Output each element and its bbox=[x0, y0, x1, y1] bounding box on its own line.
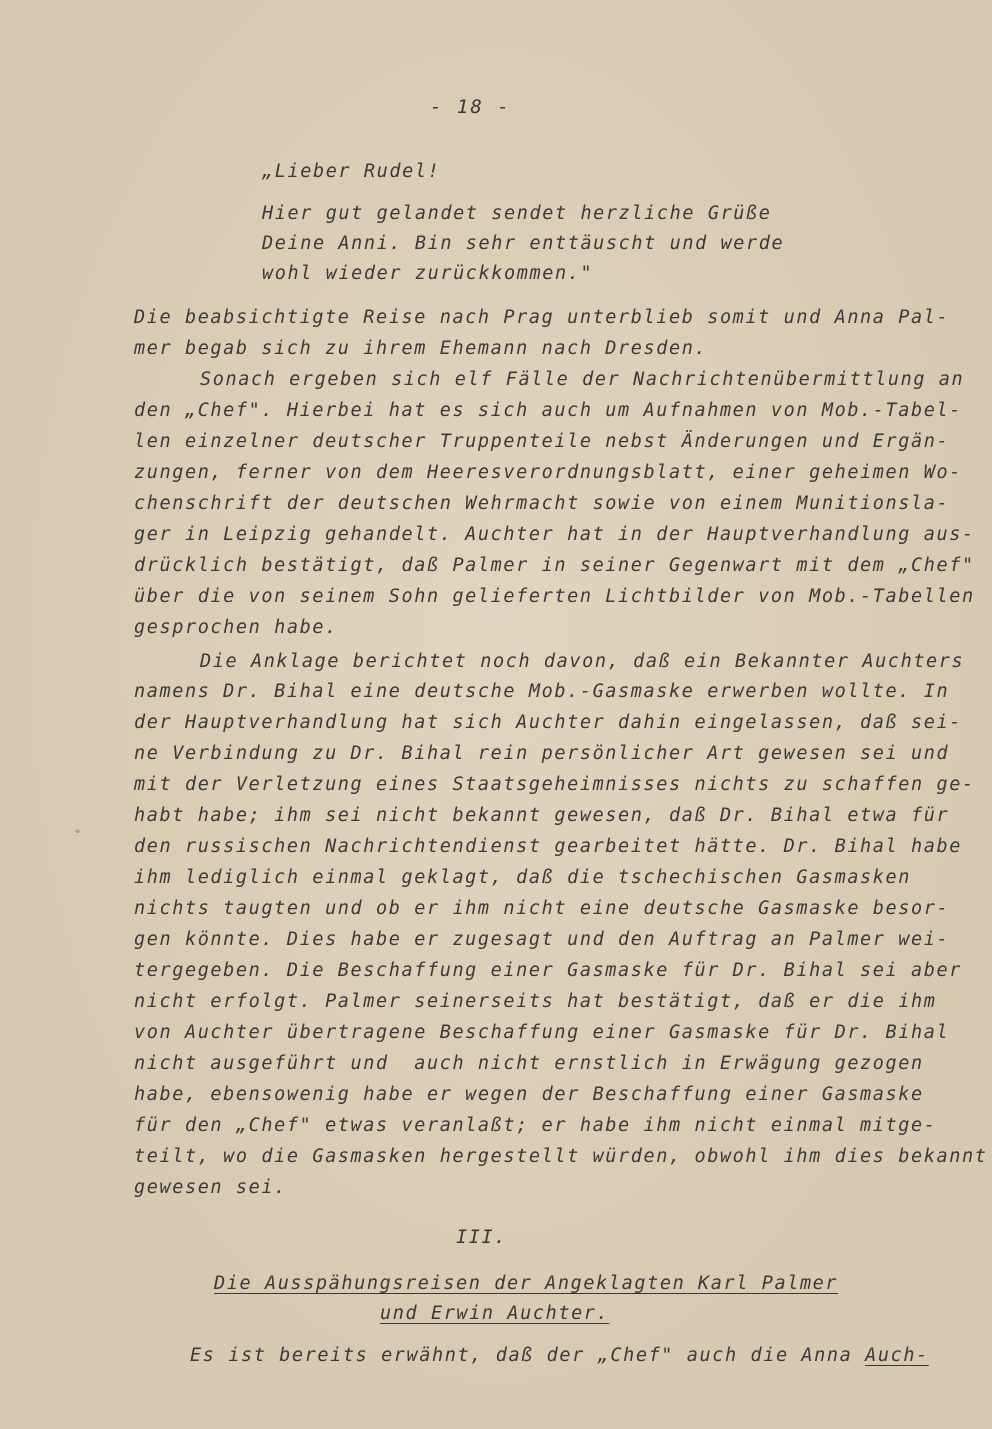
paragraph-line: gen könnte. Dies habe er zugesagt und den Auftrag an Palmer wei- bbox=[134, 929, 950, 950]
paragraph-line: teilt, wo die Gasmasken hergestellt würden, obwohl ihm dies bekannt bbox=[134, 1146, 988, 1167]
paragraph-line bbox=[190, 1344, 929, 1368]
paragraph-line: Sonach ergeben sich elf Fälle der Nachrichtenübermittlung an bbox=[200, 369, 965, 390]
paragraph-line: Die beabsichtigte Reise nach Prag unterblieb somit und Anna Pal- bbox=[134, 307, 950, 328]
paragraph-line: ne Verbindung zu Dr. Bihal rein persönlicher Art gewesen sei und bbox=[134, 743, 950, 764]
page-number: - 18 - bbox=[430, 96, 511, 118]
paragraph-line: für den „Chef" etwas veranlaßt; er habe ihm nicht einmal mitge- bbox=[134, 1115, 937, 1136]
paragraph-line: chenschrift der deutschen Wehrmacht sowie von einem Munitionsla- bbox=[134, 493, 950, 514]
paragraph-line: habt habe; ihm sei nicht bekannt gewesen, daß Dr. Bihal etwa für bbox=[134, 805, 950, 826]
paragraph-line: habe, ebensowenig habe er wegen der Beschaffung einer Gasmaske bbox=[134, 1084, 924, 1105]
section-heading: Die Ausspähungsreisen der Angeklagten Karl Palmer bbox=[214, 1273, 839, 1294]
underlined-word: Auch- bbox=[865, 1345, 929, 1366]
letter-line: wohl wieder zurückkommen." bbox=[262, 263, 594, 284]
last-line-text: Es ist bereits erwähnt, daß der „Chef" auch die Anna bbox=[190, 1345, 866, 1366]
paragraph-line: namens Dr. Bihal eine deutsche Mob.-Gasmaske erwerben wollte. In bbox=[134, 681, 950, 702]
letter-line: „Lieber Rudel! bbox=[262, 161, 441, 182]
letter-line: Deine Anni. Bin sehr enttäuscht und werde bbox=[262, 233, 785, 254]
paragraph-line: Die Anklage berichtet noch davon, daß ein Bekannter Auchters bbox=[200, 651, 965, 672]
paragraph-line: mer begab sich zu ihrem Ehemann nach Dresden. bbox=[134, 338, 708, 359]
paragraph-line: ihm lediglich einmal geklagt, daß die tschechischen Gasmasken bbox=[134, 867, 912, 888]
paragraph-line: den „Chef". Hierbei hat es sich auch um Aufnahmen von Mob.-Tabel- bbox=[134, 400, 962, 421]
paragraph-line: gewesen sei. bbox=[134, 1177, 287, 1198]
paragraph-line: zungen, ferner von dem Heeresverordnungsblatt, einer geheimen Wo- bbox=[134, 462, 962, 483]
paragraph-line: gesprochen habe. bbox=[134, 617, 338, 638]
paragraph-line: len einzelner deutscher Truppenteile nebst Änderungen und Ergän- bbox=[134, 431, 950, 452]
paragraph-line: über die von seinem Sohn gelieferten Lichtbilder von Mob.-Tabellen bbox=[134, 586, 975, 607]
paragraph-line: nicht erfolgt. Palmer seinerseits hat bestätigt, daß er die ihm bbox=[134, 991, 937, 1012]
paragraph-line: von Auchter übertragene Beschaffung einer Gasmaske für Dr. Bihal bbox=[134, 1022, 950, 1043]
letter-line: Hier gut gelandet sendet herzliche Grüße bbox=[262, 203, 772, 224]
paragraph-line: mit der Verletzung eines Staatsgeheimnisses nichts zu schaffen ge- bbox=[134, 774, 975, 795]
paragraph-line: nicht ausgeführt und auch nicht ernstlich in Erwägung gezogen bbox=[134, 1053, 924, 1074]
paragraph-line: den russischen Nachrichtendienst gearbeitet hätte. Dr. Bihal habe bbox=[134, 836, 962, 857]
margin-mark: ᵉ bbox=[74, 826, 82, 840]
section-numeral: III. bbox=[456, 1227, 507, 1248]
paragraph-line: ger in Leipzig gehandelt. Auchter hat in der Hauptverhandlung aus- bbox=[134, 524, 975, 545]
paragraph-line: drücklich bestätigt, daß Palmer in seiner Gegenwart mit dem „Chef" bbox=[134, 555, 975, 576]
section-heading: und Erwin Auchter. bbox=[380, 1303, 610, 1324]
paragraph-line: der Hauptverhandlung hat sich Auchter dahin eingelassen, daß sei- bbox=[134, 712, 962, 733]
paragraph-line: nichts taugten und ob er ihm nicht eine deutsche Gasmaske besor- bbox=[134, 898, 950, 919]
paragraph-line: tergegeben. Die Beschaffung einer Gasmaske für Dr. Bihal sei aber bbox=[134, 960, 962, 981]
